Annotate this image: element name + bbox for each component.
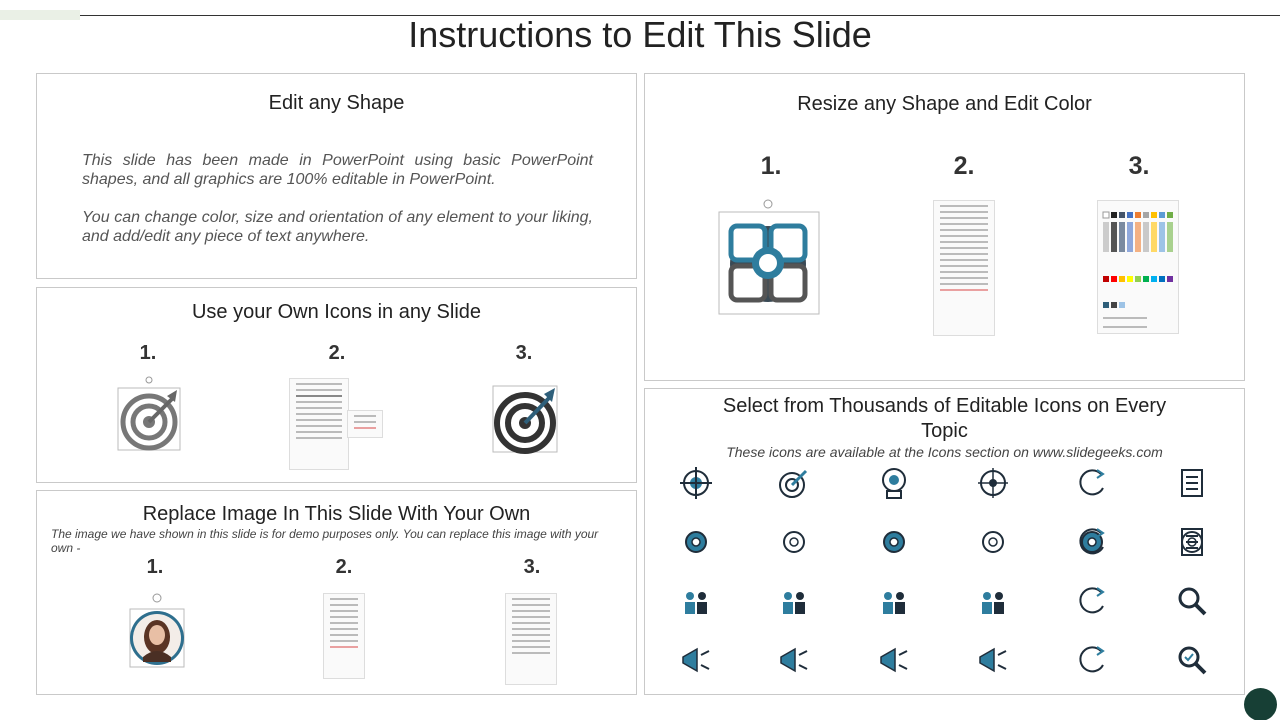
panel-subtitle: These icons are available at the Icons section on www.slidegeeks.com [726, 444, 1163, 460]
group-icon [877, 584, 911, 618]
page-title: Instructions to Edit This Slide [408, 14, 872, 55]
panel-paragraph-1: This slide has been made in PowerPoint using basic PowerPoint shapes, and all graphics are 100% editable in PowerPoint. [82, 152, 593, 188]
step-number: 3. [523, 556, 541, 578]
color-palette-screenshot [1097, 200, 1179, 334]
panel-title: Use your Own Icons in any Slide [191, 301, 482, 323]
step-number: 2. [335, 556, 353, 578]
sync-icon [1075, 584, 1109, 618]
panel-edit-shape [36, 73, 637, 279]
magnifier-check-icon [1175, 643, 1209, 677]
context-menu-screenshot [289, 378, 349, 470]
team-leader-icon [679, 584, 713, 618]
step-number: 2. [953, 152, 975, 180]
dartboard-icon [115, 376, 183, 456]
dartboard-icon [489, 376, 561, 458]
search-icon [1175, 584, 1209, 618]
cycle-arrow-icon [1075, 525, 1109, 559]
panel-replace-image [36, 490, 637, 695]
submenu-screenshot [347, 410, 383, 438]
format-picture-pane-screenshot [505, 593, 557, 685]
gears-icon [976, 525, 1010, 559]
presentation-icon [777, 584, 811, 618]
dartboard-icon [777, 466, 811, 500]
network-people-icon [976, 584, 1010, 618]
step-number: 3. [515, 342, 533, 364]
panel-paragraph-2: You can change color, size and orientation of any element to your liking, and add/edit any piece of text anywhere. [82, 209, 593, 245]
panel-title: Edit any Shape [268, 92, 405, 114]
panel-resize [644, 73, 1245, 381]
panel-title: Resize any Shape and Edit Color [797, 93, 1092, 115]
trophy-target-icon [877, 466, 911, 500]
cog-icon [777, 525, 811, 559]
panel-title: Select from Thousands of Editable Icons on Every [722, 395, 1167, 417]
profile-photo [127, 593, 187, 669]
promotion-percent-icon [976, 643, 1010, 677]
panel-icons [644, 388, 1245, 695]
step-number: 1. [760, 152, 782, 180]
checklist-icon [1175, 466, 1209, 500]
settings-icon [877, 525, 911, 559]
panel-title: Replace Image In This Slide With Your Own [142, 503, 531, 525]
crosshair-icon [976, 466, 1010, 500]
megaphone-icon [679, 643, 713, 677]
step-number: 3. [1128, 152, 1150, 180]
checklist-approve-icon [1175, 525, 1209, 559]
context-menu-screenshot [933, 200, 995, 336]
corner-badge [1244, 688, 1277, 720]
panel-own-icons [36, 287, 637, 483]
quad-shape-graphic [713, 198, 823, 318]
step-number: 1. [139, 342, 157, 364]
loudspeaker-icon [877, 643, 911, 677]
target-icon [679, 466, 713, 500]
context-menu-screenshot [323, 593, 365, 679]
user-chat-icon [777, 643, 811, 677]
recycle-arrows-icon [1075, 643, 1109, 677]
panel-note: The image we have shown in this slide is for demo purposes only. You can replace this image with your own - [51, 527, 599, 555]
step-number: 1. [146, 556, 164, 578]
refresh-arrow-icon [1075, 466, 1109, 500]
step-number: 2. [328, 342, 346, 364]
panel-title-line-2: Topic [921, 420, 968, 442]
gear-icon [679, 525, 713, 559]
